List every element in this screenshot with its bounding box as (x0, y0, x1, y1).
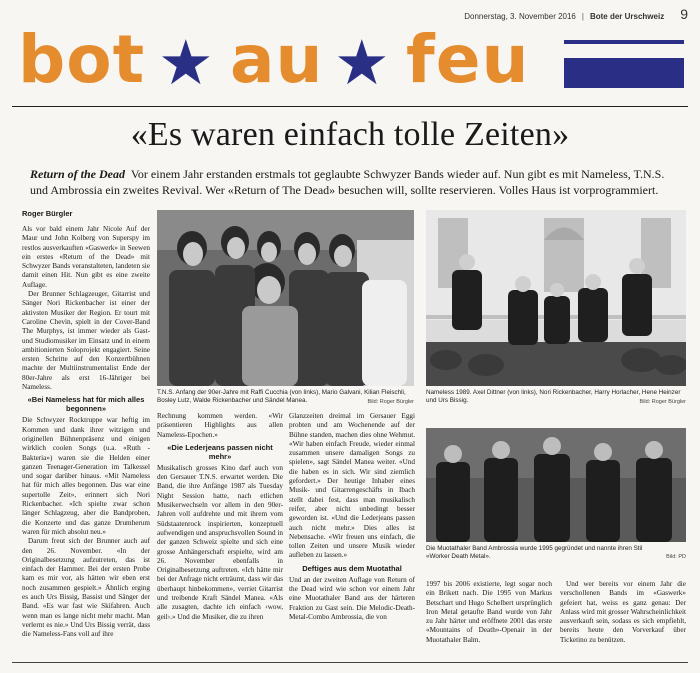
subheading: «Die Lederjeans passen nicht mehr» (167, 442, 273, 461)
star-icon: ★ (158, 26, 214, 99)
page-number: 9 (680, 6, 688, 22)
lead-kicker: Return of the Dead (30, 167, 126, 181)
text-column-2 (157, 412, 283, 662)
subheading: «Bei Nameless hat für mich alles begonnen» (27, 395, 145, 414)
photo-caption: T.N.S. Anfang der 90er-Jahre mit Raffi Cucchia (von links), Mario Galvani, Kilian Fleischli, Bosley Lutz, Walde Rickenbacher und Sändel Manea. (157, 389, 406, 404)
photo-credit: Bild: Roger Bürgler (367, 399, 414, 405)
paragraph: Musikalisch grosses Kino darf auch von den Gersauer T.N.S. erwartet werden. Die Band, die ihre Anfänge 1987 als Tuesday Night Session hatte, nach etlichen Musikerwechseln vor allem in den 90er-Jahren voll aufdrehte und mit ihrem vom Südstaatenrock inspirierten, konzeptuell aufwendigen und anspruchsvollen Sound in der ganzen Schweiz spielte und sich eine grosse Anhängerschaft erspielte, wird am 26. November ebenfalls in Originalbesetzung auftreten. «Ich hätte mir bei der Anfrage nicht erträumt, dass wir das überhaupt hinbekommen», verriet Gitarrist und treibende Kraft Sändel Manea. «Als alle zusagten, dachte ich einfach ‹wow, geil›.» Und die Musiker, die zu ihren (157, 463, 283, 621)
paragraph: Als vor bald einem Jahr Nicole Auf der Maur und John Kolberg von Superspy im restlos ausverkauften «Gaswerk» in Seewen ein erstes «Return of the Dead» mit Schwyzer Bands veranstalteten, landeten sie damit einen Hit. Nun gibt es eine zweite Auflage. (22, 225, 150, 289)
subheading: Deftiges aus dem Muotathal (302, 563, 402, 573)
photo-caption: Nameless 1989. Axel Dittner (von links), Nori Rickenbacher, Harry Horlacher, Hene Heinzer und Urs Bissig. (426, 389, 681, 404)
divider (12, 106, 688, 107)
banner-word-bot: bot (18, 21, 146, 98)
article-lead (30, 166, 675, 198)
photo-caption: Die Muotathaler Band Ambrossia wurde 1995 gegründet und nannte ihren Stil «Worker Death Metal». (426, 545, 643, 560)
photo-caption-row (426, 545, 686, 561)
banner-word-au: au (230, 21, 324, 98)
text-column-3 (289, 412, 415, 662)
section-banner (18, 21, 658, 102)
paragraph: Glanzzeiten dreimal im Gersauer Eggi probten und am Wochenende auf der Bühne standen, machen dies ohne Wehmut. «Wir haben einfach Freude, wieder einmal zusammen unsere damaligen Songs zu spielen», sagt Sändel Manea weiter. «Und die haben es in sich. Wir sind ziemlich gefordert.» Der heutige Inhaber eines Musik- und Gitarrengeschäfts in Ibach stellt dabei fest, dass man musikalisch reifer, aber nicht unbedingt besser geworden ist. «Und die Lederjeans passen auch nicht mehr.» Dies alles ist Nebensache. «Wir freuen uns einfach, die tollen Zeiten und unsere Musik wieder aufleben zu lassen.» (289, 412, 415, 560)
publication-name: Bote der Urschweiz (589, 12, 665, 21)
bottom-divider (12, 662, 688, 663)
banner-stripe-block (564, 58, 684, 88)
issue-date: Donnerstag, 3. November 2016 (464, 12, 576, 21)
article-headline: «Es waren einfach tolle Zeiten» (130, 116, 570, 153)
photo-credit: Bild: Roger Bürgler (639, 399, 686, 405)
banner-word-feu: feu (406, 21, 530, 98)
paragraph: Und wer bereits vor einem Jahr die verschollenen Bands im «Gaswerk» gefeiert hat, weiss es ganz genau: Der Anlass wird mit grosser Wahrscheinlichkeit ausverkauft sein, sodass es sich empfiehlt, bereits heute den Vorverkauf über Ticketino zu benützen. (560, 580, 686, 644)
band-photo-illustration (157, 210, 414, 386)
paragraph: 1997 bis 2006 existierte, legt sogar noch ein Brikett nach. Die 1995 von Markus Betschart und Hugo Schelbert ursprünglich Iron Metal getaufte Band wurde von Jahr zu Jahr härter und eröffnete 2001 das erste «Mountains of Death»-Openair in der Muotathaler Balm. (426, 580, 552, 644)
band-photo-illustration (426, 428, 686, 542)
star-icon: ★ (334, 26, 390, 99)
photo-ambrossia-band (426, 428, 686, 542)
paragraph: Rechnung kommen werden. «Wir präsentieren Highlights aus allen Nameless-Epochen.» (157, 412, 283, 439)
header-separator: | (581, 12, 584, 21)
paragraph: Darum freut sich der Brunner auch auf den 26. November. «In der Originalbesetzung aufzutreten, das ist einfach der Hammer. Bei der ersten Probe kam es mir vor, als hätten wir eben erst noch zusammen gespielt.» Ähnlich erging es auch Urs Bissig, Bassist und Sänger der Band. «Es war fast wie Skifahren. Auch wenn man es lange nicht mehr macht. Man verlernt es nie.» Und Urs Bissig verrät, dass die Nameless-Fans voll auf ihre (22, 537, 150, 639)
text-column-1 (22, 225, 150, 661)
lead-text: Vor einem Jahr erstanden erstmals tot geglaubte Schwyzer Bands wieder auf. Nun gibt es mit Nameless, T.N.S. und Ambrossia ein zweites Revival. Wer «Return of The Dead» besuchen will, sollte reservieren. Volles Haus ist vorprogrammiert. (30, 167, 665, 197)
photo-credit: Bild: PD (666, 554, 686, 560)
page-header (464, 6, 688, 22)
paragraph: Die Schwyzer Rocktruppe war heftig im Kommen und dank ihrer witzigen und originellen Bühnenpräsenz und einigen wirklich coolen Songs (u.a. «Ruth - Bakteria») waren sie die Helden einer ganzen Teenager-Generation im Talkessel und sogar darüber hinaus. «Mit Nameless hat für mich alles begonnen. Das war eine supertolle Zeit», erinnert sich Nori Rickenbacher. «Ich spielte zwar schon länger Schlagzeug, aber die Bandproben, die Konzerte und das ganze Drumherum waren für mich absolut neu.» (22, 416, 150, 536)
paragraph: Und an der zweiten Auflage von Return of the Dead wird wie schon vor einem Jahr eine Muotathaler Band aus der härteren Fraktion zu Gast sein. Die Melodic-Death-Metal-Combo Ambrossia, die von (289, 575, 415, 621)
text-column-5 (560, 580, 686, 662)
text-column-4 (426, 580, 552, 662)
photo-tns-band (157, 210, 414, 386)
author-byline: Roger Bürgler (22, 209, 73, 218)
paragraph: Der Brunner Schlagzeuger, Gitarrist und Sänger Nori Rickenbacher ist einer der aktivsten Musiker der Region. Er tourt mit Caroline Chevin, spielt in der Cover-Band The Murphys, ist immer wieder als Gast- und Studiomusiker im Einsatz und in einem ambitionierten Soloprojekt engagiert. Seine ersten Schritte auf den Konzertbühnen machte der Multiinstrumentalist Ende der 80er-Jahre als erst 16-Jähriger bei Nameless. (22, 290, 150, 392)
banner-stripe-thin (564, 40, 684, 44)
photo-nameless-band (426, 210, 686, 386)
band-photo-illustration (426, 210, 686, 386)
